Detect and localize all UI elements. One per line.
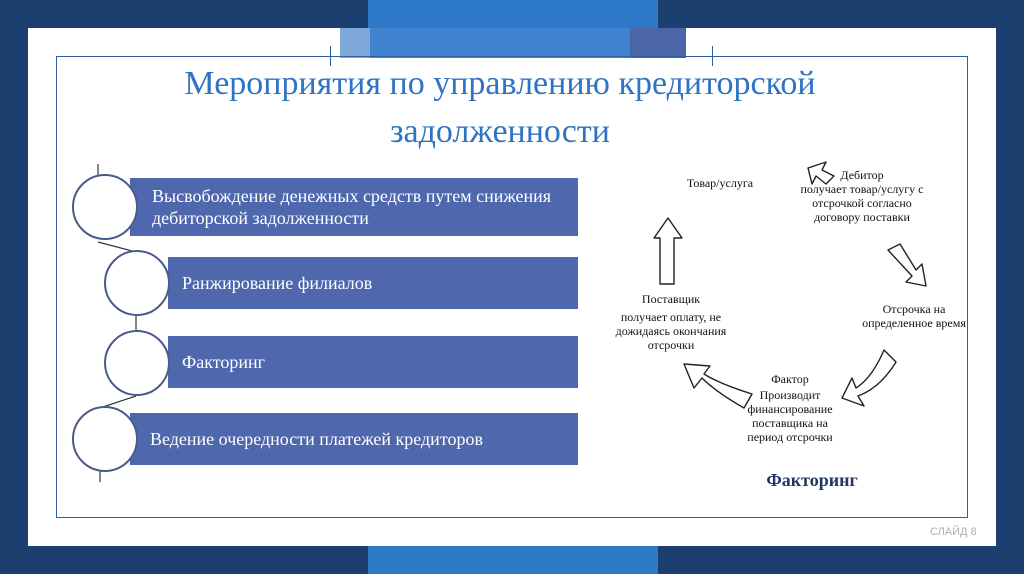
cycle-arrow-debtor-to-deferral [888, 244, 926, 286]
list-item-3-label: Факторинг [182, 352, 265, 372]
cycle-goods-label: Товар/услуга [686, 176, 754, 190]
cycle-debtor-text: получает товар/услугу с отсрочкой согласно договору поставки [800, 182, 924, 224]
cycle-arrow-goods-to-debtor [808, 162, 834, 184]
cycle-debtor-title: Дебитор [840, 168, 884, 182]
cycle-arrow-deferral-to-factor [842, 350, 896, 406]
list-item-2-label: Ранжирование филиалов [182, 273, 373, 293]
cycle-deferral-label: Отсрочка на определенное время [862, 302, 966, 330]
cycle-factor-text: Производит финансирование поставщика на период отсрочки [747, 388, 833, 444]
cycle-arrow-supplier-to-goods [654, 218, 682, 284]
list-item-1-label: Высвобождение денежных средств путем снижения дебиторской задолженности [152, 186, 552, 228]
title-line-2: задолженности [390, 113, 610, 150]
cycle-supplier-title: Поставщик [641, 292, 701, 306]
slide-number: СЛАЙД 8 [930, 526, 977, 538]
diagram-caption: Факторинг [766, 470, 858, 490]
list-item-4-label: Ведение очередности платежей кредиторов [150, 429, 483, 449]
title-line-1: Мероприятия по управлению кредиторской [184, 65, 816, 102]
cycle-supplier-text: получает оплату, не дожидаясь окончания отсрочки [615, 310, 727, 352]
cycle-arrow-factor-to-supplier [684, 364, 752, 408]
cycle-factor-title: Фактор [771, 372, 809, 386]
